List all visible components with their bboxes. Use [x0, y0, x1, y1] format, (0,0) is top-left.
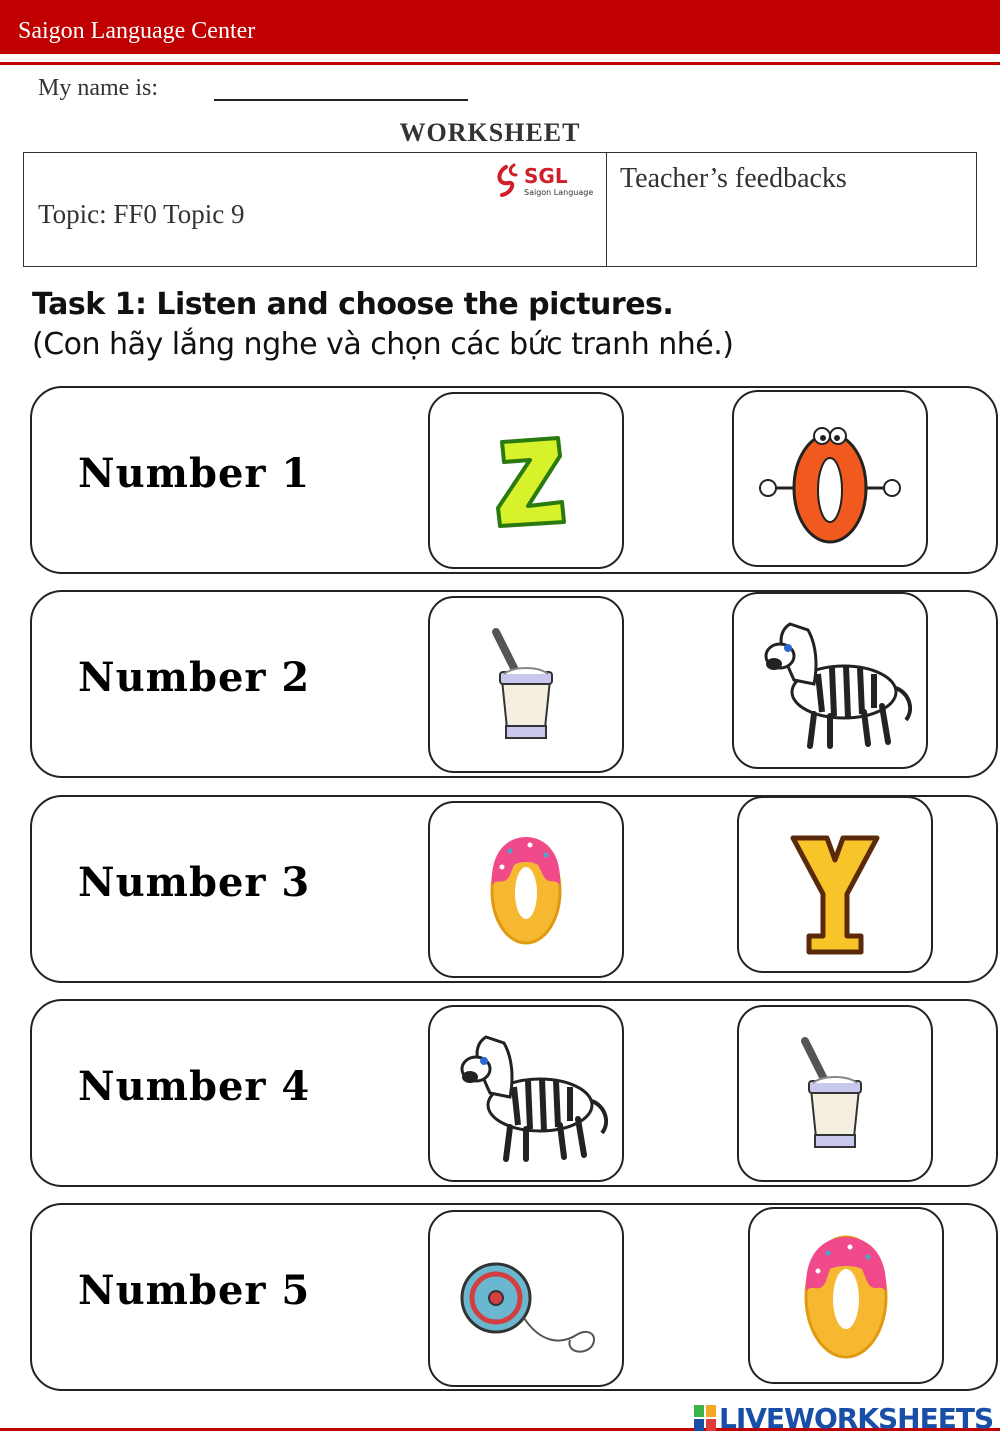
- liveworksheets-logo: [694, 1402, 993, 1436]
- letter-z-icon: [430, 394, 622, 567]
- question-label: Number 1: [78, 450, 311, 497]
- info-divider: [606, 153, 607, 266]
- option-letter-z[interactable]: [428, 392, 624, 569]
- topic-text: Topic: FF0 Topic 9: [38, 199, 245, 229]
- letter-y-icon: [739, 798, 931, 971]
- info-box: [23, 152, 977, 267]
- letter-o-icon: [734, 392, 926, 565]
- option-zebra[interactable]: [428, 1005, 624, 1182]
- liveworksheets-icon: [694, 1405, 716, 1431]
- option-letter-o[interactable]: [732, 390, 928, 567]
- zebra-icon: [430, 1007, 622, 1180]
- option-donut-o[interactable]: [428, 801, 624, 978]
- teacher-feedback-label: Teacher’s feedbacks: [620, 163, 847, 194]
- name-label: My name is:: [38, 75, 158, 101]
- task-title: Task 1: Listen and choose the pictures.: [32, 287, 674, 322]
- question-label: Number 5: [78, 1267, 311, 1314]
- name-field[interactable]: [214, 99, 468, 101]
- logo-subtext: Saigon Language: [524, 188, 594, 197]
- yoyo-icon: [430, 1212, 622, 1385]
- option-letter-y[interactable]: [737, 796, 933, 973]
- task-subtitle: (Con hãy lắng nghe và chọn các bức tranh nhé.): [32, 327, 734, 362]
- option-yoyo[interactable]: [428, 1210, 624, 1387]
- donut-o-icon: [750, 1209, 942, 1382]
- zebra-icon: [734, 594, 926, 767]
- option-yogurt[interactable]: [737, 1005, 933, 1182]
- sgl-logo: [494, 159, 594, 201]
- header-bar: [0, 0, 1000, 54]
- question-label: Number 3: [78, 859, 311, 906]
- liveworksheets-text: LIVEWORKSHEETS: [719, 1402, 994, 1435]
- question-label: Number 2: [78, 654, 311, 701]
- header-divider: [0, 62, 1000, 65]
- logo-text: SGL: [524, 164, 568, 188]
- option-donut-o[interactable]: [748, 1207, 944, 1384]
- yogurt-icon: [430, 598, 622, 771]
- yogurt-icon: [739, 1007, 931, 1180]
- question-label: Number 4: [78, 1063, 311, 1110]
- header-title: Saigon Language Center: [18, 18, 256, 44]
- worksheet-title: WORKSHEET: [399, 118, 581, 147]
- option-zebra[interactable]: [732, 592, 928, 769]
- donut-o-icon: [430, 803, 622, 976]
- option-yogurt[interactable]: [428, 596, 624, 773]
